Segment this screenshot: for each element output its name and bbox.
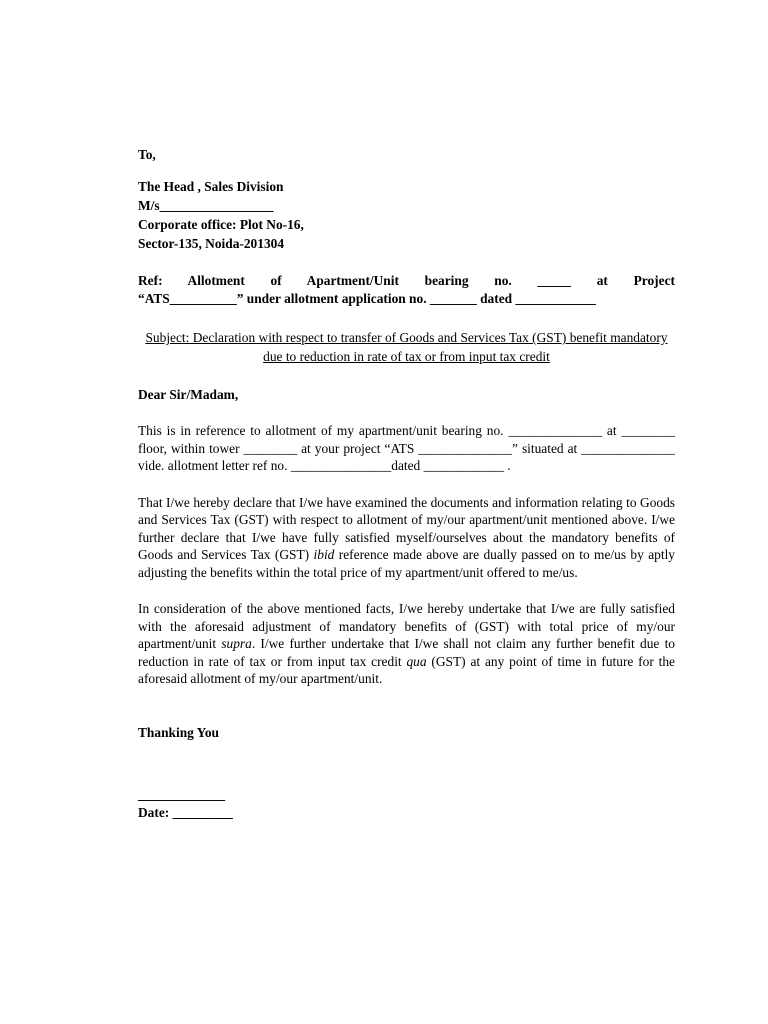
reference-block [138, 272, 675, 308]
undertaking-text-a: In consideration of the above mentioned facts, I/we hereby undertake that I/we are fully satisfied with the aforesaid adjustment of mandatory benefits of (GST) with total price of my/our apartment/unit [138, 601, 675, 651]
undertaking-text-c: (GST) at any point of time in future for the aforesaid allotment of my/our apartment/unit. [138, 653, 675, 686]
qua-term: qua [406, 653, 427, 669]
paragraph-declaration [138, 494, 675, 582]
paragraph-reference: This is in reference to allotment of my apartment/unit bearing no. ______________ at ________ floor, within tower ________ at your project “ATS ______________” situated at ______________ vide. allotment letter ref no. _______________dated ____________ . [138, 423, 675, 473]
date-line: Date: _________ [138, 804, 233, 820]
address-line-2: M/s_________________ [138, 198, 274, 213]
paragraph-undertaking [138, 600, 675, 688]
ibid-term: ibid [313, 547, 335, 562]
subject-line: Subject: Declaration with respect to transfer of Goods and Services Tax (GST) benefit mandatory due to reduction in rate of tax or from input tax credit [145, 330, 668, 364]
address-line-1: The Head , Sales Division [138, 179, 284, 194]
declaration-text-a: That I/we hereby declare that I/we have examined the documents and information relating to Goods and Services Tax (GST) with respect to allotment of my/our apartment/unit mentioned above. I/we further declare that I/we have fully satisfied myself/ourselves about the mandatory benefits of Goods and Services Tax (GST) [138, 494, 675, 562]
signature-line: _____________ [138, 786, 226, 802]
recipient-address [138, 177, 675, 253]
supra-term: supra [221, 636, 252, 651]
undertaking-text-b: . I/we further undertake that I/we shall not claim any further benefit due to reduction in rate of tax or from input tax credit [138, 636, 676, 669]
letter-page [138, 146, 675, 822]
reference-line-2: “ATS__________” under allotment application no. _______ dated ____________ [138, 291, 596, 306]
reference-line-1: Ref: Allotment of Apartment/Unit bearing no. _____ at Project [138, 273, 675, 288]
to-line: To, [138, 147, 156, 162]
declaration-text-b: reference made above are dually passed on to me/us by aptly adjusting the benefits within the total price of my apartment/unit offered to me/us. [138, 547, 676, 580]
address-line-3: Corporate office: Plot No-16, [138, 217, 304, 232]
salutation: Dear Sir/Madam, [138, 387, 239, 402]
closing-thanks: Thanking You [138, 724, 220, 740]
address-line-4: Sector-135, Noida-201304 [138, 236, 285, 251]
